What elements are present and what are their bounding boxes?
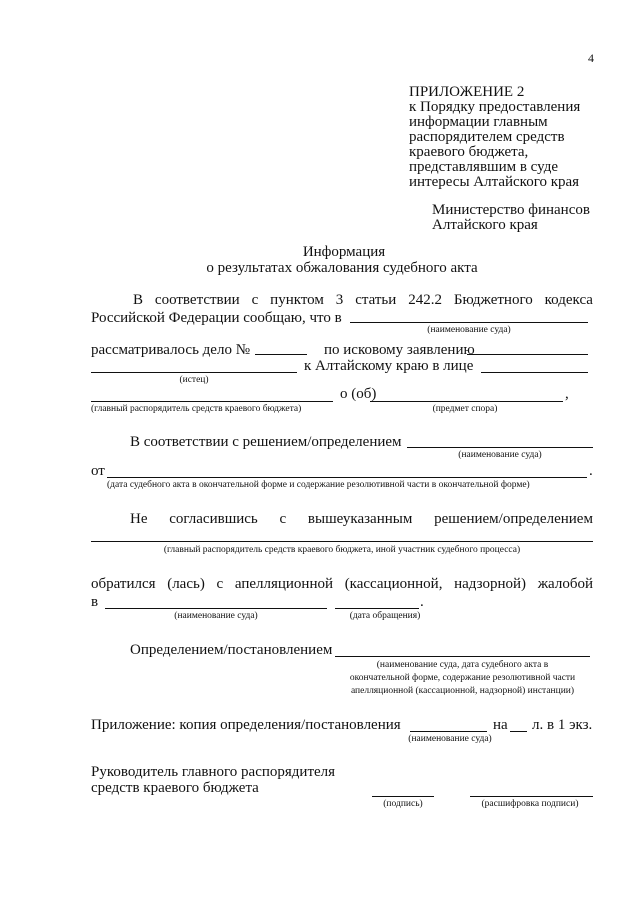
comma: , bbox=[565, 386, 569, 402]
court-name-field[interactable] bbox=[407, 447, 593, 448]
field-caption: (наименование суда) bbox=[408, 734, 492, 744]
field-caption: (наименование суда, дата судебного акта в bbox=[376, 660, 549, 670]
field-caption: апелляционной (кассационной, надзорной) инстанции) bbox=[350, 686, 575, 696]
field-caption: (истец) bbox=[179, 375, 209, 385]
word: согласившись bbox=[169, 511, 258, 527]
p6-on: на bbox=[493, 717, 508, 733]
word: обратился bbox=[91, 576, 156, 592]
word: 3 bbox=[335, 292, 344, 308]
field-caption: (расшифровка подписи) bbox=[481, 799, 579, 809]
period: . bbox=[420, 594, 424, 610]
p1-line3-claim: по исковому заявлению bbox=[324, 342, 475, 358]
addressee-line: Алтайского края bbox=[432, 217, 538, 233]
participant-field[interactable] bbox=[91, 541, 593, 542]
p2-line2: от bbox=[91, 463, 105, 479]
appendix-line: представлявшим в суде bbox=[409, 159, 558, 175]
word: Бюджетного bbox=[453, 292, 533, 308]
word: с bbox=[279, 511, 287, 527]
field-caption: (предмет спора) bbox=[432, 404, 498, 414]
field-caption: окончательной форме, содержание резолютивной части bbox=[349, 673, 576, 683]
appendix-title: ПРИЛОЖЕНИЕ 2 bbox=[409, 84, 525, 100]
word: Не bbox=[130, 511, 148, 527]
word: надзорной) bbox=[454, 576, 527, 592]
word: В bbox=[133, 292, 144, 308]
p1-line1 bbox=[133, 292, 593, 309]
word: (кассационной, bbox=[344, 576, 443, 592]
representative-field[interactable] bbox=[481, 372, 588, 373]
p1-line4: к Алтайскому краю в лице bbox=[304, 358, 474, 374]
addressee-line: Министерство финансов bbox=[432, 202, 590, 218]
court-name-field[interactable] bbox=[410, 731, 487, 732]
appeal-date-field[interactable] bbox=[335, 608, 419, 609]
word: кодекса bbox=[544, 292, 593, 308]
word: с bbox=[216, 576, 224, 592]
document-subheading: о результатах обжалования судебного акта bbox=[206, 260, 478, 276]
budget-manager-field[interactable] bbox=[91, 401, 333, 402]
p5-line1: Определением/постановлением bbox=[130, 642, 333, 658]
word: апелляционной bbox=[234, 576, 334, 592]
word: соответствии bbox=[154, 292, 240, 308]
p4-line2: в bbox=[91, 594, 99, 610]
field-caption: (дата обращения) bbox=[349, 611, 421, 621]
word: статьи bbox=[355, 292, 397, 308]
page-number: 4 bbox=[588, 51, 594, 65]
word: (лась) bbox=[167, 576, 205, 592]
p1-line5: о (об) bbox=[340, 386, 377, 402]
word: с bbox=[251, 292, 259, 308]
appendix-line: к Порядку предоставления bbox=[409, 99, 581, 115]
appendix-line: краевого бюджета, bbox=[409, 144, 529, 160]
signatory-line: Руководитель главного распорядителя bbox=[91, 764, 336, 780]
field-caption: (дата судебного акта в окончательной форме и содержание резолютивной части в окончательной форме) bbox=[107, 480, 530, 490]
p4-line1 bbox=[91, 576, 593, 593]
appendix-line: информации главным bbox=[409, 114, 548, 130]
signatory-line: средств краевого бюджета bbox=[91, 780, 259, 796]
word: пунктом bbox=[270, 292, 324, 308]
field-caption: (главный распорядитель средств краевого бюджета) bbox=[91, 404, 302, 414]
ruling-field[interactable] bbox=[335, 656, 590, 657]
page-count-field[interactable] bbox=[510, 731, 527, 732]
p6-copies: л. в 1 экз. bbox=[532, 717, 593, 733]
case-number-field[interactable] bbox=[255, 354, 307, 355]
p1-line3-case: рассматривалось дело № bbox=[91, 342, 251, 358]
p1-line2: Российской Федерации сообщаю, что в bbox=[91, 310, 342, 326]
p3-line1 bbox=[130, 511, 593, 528]
word: вышеуказанным bbox=[307, 511, 413, 527]
appendix-line: интересы Алтайского края bbox=[409, 174, 580, 190]
p6-attachment: Приложение: копия определения/постановления bbox=[91, 717, 401, 733]
word: 242.2 bbox=[408, 292, 442, 308]
plaintiff-field[interactable] bbox=[91, 372, 297, 373]
court-name-field[interactable] bbox=[105, 608, 327, 609]
signature-decode-field[interactable] bbox=[470, 796, 593, 797]
field-caption: (наименование суда) bbox=[427, 325, 511, 335]
field-caption: (наименование суда) bbox=[458, 450, 542, 460]
dispute-subject-field[interactable] bbox=[370, 401, 563, 402]
document-heading: Информация bbox=[302, 244, 386, 260]
signature-field[interactable] bbox=[372, 796, 434, 797]
period: . bbox=[589, 463, 593, 479]
claim-field[interactable] bbox=[467, 354, 588, 355]
field-caption: (подпись) bbox=[383, 799, 423, 809]
appendix-line: распорядителем средств bbox=[409, 129, 565, 145]
court-name-field[interactable] bbox=[350, 322, 588, 323]
word: жалобой bbox=[537, 576, 593, 592]
word: решением/определением bbox=[434, 511, 593, 527]
p2-line1: В соответствии с решением/определением bbox=[130, 434, 402, 450]
field-caption: (наименование суда) bbox=[174, 611, 258, 621]
field-caption: (главный распорядитель средств краевого бюджета, иной участник судебного процесса) bbox=[163, 545, 521, 555]
court-act-field[interactable] bbox=[107, 477, 587, 478]
